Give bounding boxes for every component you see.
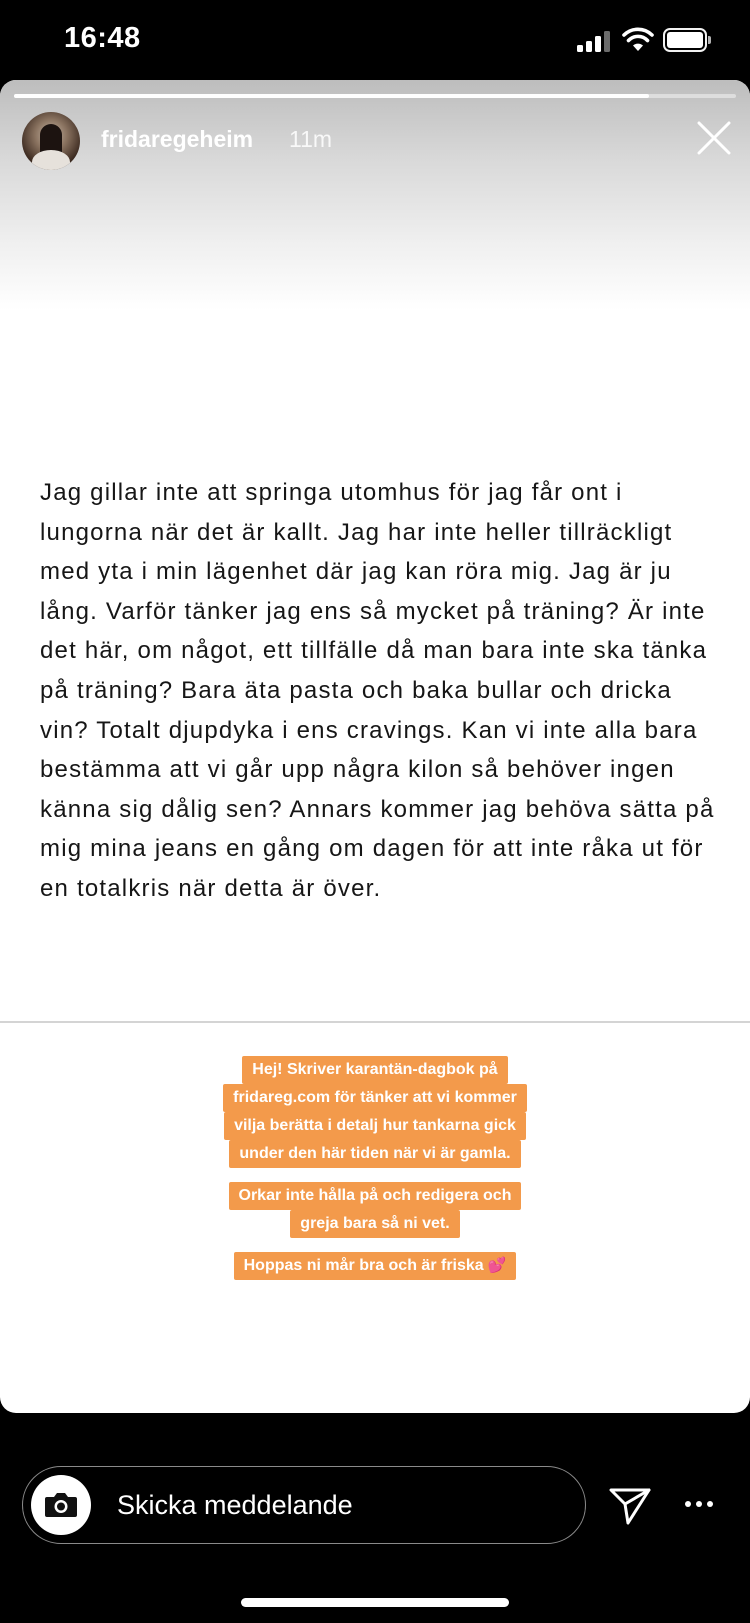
battery-icon bbox=[663, 28, 711, 52]
sticker-line bbox=[234, 1252, 517, 1280]
cellular-signal-icon bbox=[577, 30, 613, 52]
divider bbox=[0, 1021, 750, 1023]
sticker-text: Hoppas ni mår bra och är friska bbox=[243, 1257, 484, 1274]
sticker-line: Orkar inte hålla på och redigera och bbox=[229, 1182, 522, 1210]
story-text: Jag gillar inte att springa utomhus för jag får ont i lungorna när det är kallt. Jag har inte heller tillräckligt med yta i min lägenhet där jag kan röra mig. Jag är ju lång. Varför tänker jag ens så mycket på träning? Är inte det här, om något, ett tillfälle då man bara inte ska tänka på träning? Bara äta pasta och baka bullar och dricka vin? Totalt djupdyka i ens cravings. Kan vi inte alla bara bestämma att vi går upp några kilon så behöver ingen känna sig dålig sen? Annars kommer jag behöva sätta på mig mina jeans en gång om dagen för att inte råka ut för en totalkris när detta är över. bbox=[40, 479, 715, 902]
message-input[interactable] bbox=[22, 1466, 586, 1544]
sticker-line: vilja berätta i detalj hur tankarna gick bbox=[224, 1112, 526, 1140]
sticker-line: greja bara så ni vet. bbox=[290, 1210, 459, 1238]
heart-icon: 💕 bbox=[487, 1257, 507, 1274]
sticker-line: under den här tiden när vi är gamla. bbox=[229, 1140, 520, 1168]
close-icon[interactable] bbox=[694, 118, 734, 158]
wifi-icon bbox=[622, 26, 654, 52]
paper-plane-icon[interactable] bbox=[608, 1486, 652, 1526]
sticker-line: fridareg.com för tänker att vi kommer bbox=[223, 1084, 527, 1112]
camera-button[interactable] bbox=[31, 1475, 91, 1535]
status-bar bbox=[0, 0, 750, 80]
story-time-ago: 11m bbox=[289, 126, 333, 152]
sticker-block-3 bbox=[0, 1252, 750, 1280]
camera-icon bbox=[43, 1490, 79, 1520]
status-time: 16:48 bbox=[64, 22, 141, 54]
story-progress-fill bbox=[14, 94, 649, 98]
sticker-line: Hej! Skriver karantän-dagbok på bbox=[242, 1056, 507, 1084]
text-stickers bbox=[0, 1056, 750, 1294]
message-placeholder[interactable]: Skicka meddelande bbox=[117, 1490, 353, 1520]
more-dots-icon[interactable] bbox=[684, 1500, 714, 1508]
avatar[interactable] bbox=[22, 112, 80, 170]
story-card[interactable] bbox=[0, 80, 750, 1413]
sticker-block-1 bbox=[0, 1056, 750, 1168]
home-indicator[interactable] bbox=[241, 1598, 509, 1607]
story-header-gradient bbox=[0, 80, 750, 310]
sticker-block-2 bbox=[0, 1182, 750, 1238]
story-username[interactable]: fridaregeheim bbox=[101, 126, 254, 152]
story-progress-bar bbox=[14, 94, 736, 98]
